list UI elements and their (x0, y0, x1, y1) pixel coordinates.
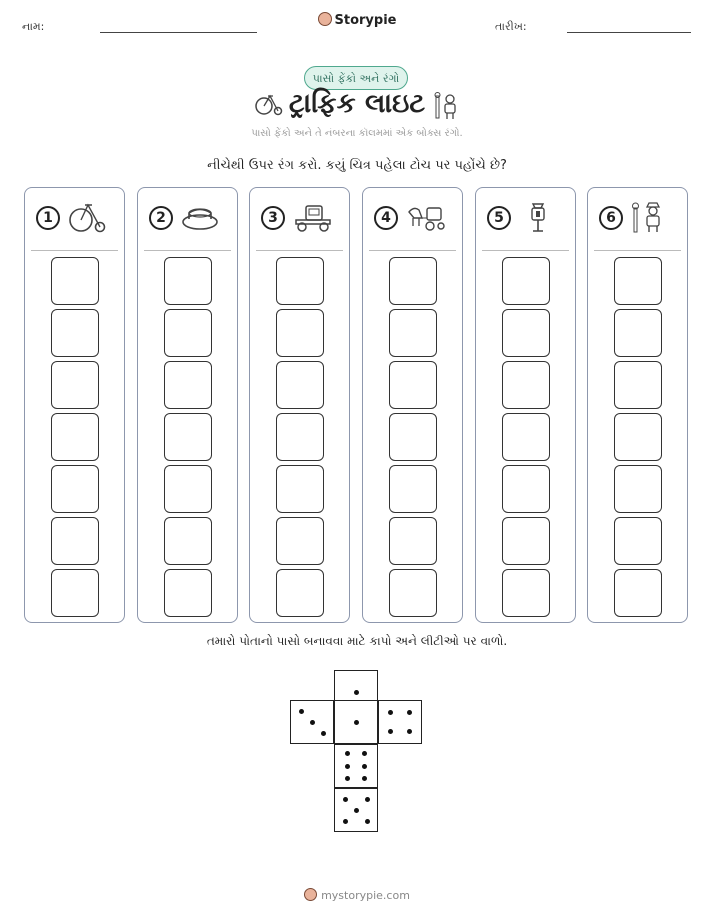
color-box[interactable] (614, 517, 662, 565)
color-box[interactable] (614, 257, 662, 305)
color-box[interactable] (276, 517, 324, 565)
storypie-mascot-icon (304, 888, 317, 901)
name-line (100, 32, 257, 33)
column-divider (31, 250, 118, 251)
policeman-icon (434, 92, 460, 120)
dice-pip (299, 709, 304, 714)
street-lamp-icon (518, 200, 558, 234)
dice-pip (407, 729, 412, 734)
color-box[interactable] (389, 361, 437, 409)
column-number-badge: 1 (36, 206, 60, 230)
push-button-icon (180, 200, 220, 234)
dice-pip (343, 819, 348, 824)
race-column-1 (24, 187, 125, 623)
color-box[interactable] (502, 413, 550, 461)
activity-type-pill: પાસો ફેંકો અને રંગો (304, 66, 408, 90)
color-box[interactable] (51, 517, 99, 565)
race-column-3 (249, 187, 350, 623)
dice-face-3 (290, 700, 334, 744)
dice-pip (388, 729, 393, 734)
brand-text: Storypie (334, 13, 397, 28)
column-divider (144, 250, 231, 251)
color-box[interactable] (614, 361, 662, 409)
page-title: ટ્રાફિક લાઇટ (288, 88, 426, 119)
dice-pip (321, 731, 326, 736)
date-label: તારીખ: (495, 20, 527, 33)
color-box[interactable] (502, 517, 550, 565)
column-number-badge: 3 (261, 206, 285, 230)
race-column-2 (137, 187, 238, 623)
dice-pip (407, 710, 412, 715)
color-box[interactable] (614, 569, 662, 617)
column-number-badge: 2 (149, 206, 173, 230)
color-box[interactable] (389, 569, 437, 617)
dice-pip (345, 776, 350, 781)
color-box[interactable] (502, 465, 550, 513)
color-box[interactable] (51, 309, 99, 357)
color-box[interactable] (164, 309, 212, 357)
color-box[interactable] (164, 257, 212, 305)
color-box[interactable] (389, 413, 437, 461)
dice-pip (362, 751, 367, 756)
color-box[interactable] (389, 465, 437, 513)
column-number-badge: 5 (487, 206, 511, 230)
race-column-4 (362, 187, 463, 623)
color-box[interactable] (51, 413, 99, 461)
dice-pip (345, 764, 350, 769)
column-divider (594, 250, 681, 251)
color-box[interactable] (164, 569, 212, 617)
color-box[interactable] (276, 569, 324, 617)
color-box[interactable] (164, 413, 212, 461)
dice-face-1 (334, 700, 378, 744)
color-box[interactable] (614, 413, 662, 461)
date-line (567, 32, 691, 33)
color-box[interactable] (164, 465, 212, 513)
column-divider (482, 250, 569, 251)
color-box[interactable] (502, 361, 550, 409)
instruction-text: નીચેથી ઉપર રંગ કરો. કયું ચિત્ર પહેલા ટોચ પર પહોંચે છે? (207, 158, 507, 173)
dice-pip (365, 819, 370, 824)
name-label: નામ: (22, 20, 45, 33)
color-box[interactable] (389, 257, 437, 305)
color-box[interactable] (389, 517, 437, 565)
footer (0, 888, 714, 902)
vintage-car-icon (292, 200, 332, 234)
cut-instruction: તમારો પોતાનો પાસો બનાવવા માટે કાપો અને લીટીઓ પર વાળો. (206, 634, 508, 648)
dice-pip (362, 776, 367, 781)
color-box[interactable] (276, 257, 324, 305)
color-box[interactable] (164, 517, 212, 565)
subtitle: પાસો ફેંકો અને તે નંબરના કૉલમમાં એક બોક્સ રંગો. (251, 128, 463, 139)
penny-farthing-bicycle-icon (67, 200, 107, 234)
color-box[interactable] (51, 569, 99, 617)
brand-logo (0, 12, 714, 28)
column-divider (369, 250, 456, 251)
color-box[interactable] (502, 257, 550, 305)
dice-face-5 (334, 788, 378, 832)
color-box[interactable] (276, 465, 324, 513)
race-column-6 (587, 187, 688, 623)
policeman-icon (630, 200, 670, 234)
color-box[interactable] (614, 309, 662, 357)
dice-pip (365, 797, 370, 802)
color-box[interactable] (502, 309, 550, 357)
color-box[interactable] (51, 361, 99, 409)
color-box[interactable] (276, 413, 324, 461)
dice-pip (354, 808, 359, 813)
color-box[interactable] (51, 257, 99, 305)
dice-pip (345, 751, 350, 756)
footer-url: mystorypie.com (321, 889, 410, 902)
color-box[interactable] (502, 569, 550, 617)
color-box[interactable] (51, 465, 99, 513)
dice-pip (354, 720, 359, 725)
column-number-badge: 4 (374, 206, 398, 230)
horse-carriage-icon (405, 200, 445, 234)
color-box[interactable] (276, 361, 324, 409)
column-divider (256, 250, 343, 251)
race-column-5 (475, 187, 576, 623)
color-box[interactable] (276, 309, 324, 357)
color-box[interactable] (614, 465, 662, 513)
dice-face-6 (334, 744, 378, 788)
dice-pip (388, 710, 393, 715)
dice-pip (310, 720, 315, 725)
color-box[interactable] (389, 309, 437, 357)
dice-pip (343, 797, 348, 802)
dice-pip (362, 764, 367, 769)
color-box[interactable] (164, 361, 212, 409)
dice-pip (354, 690, 359, 695)
column-number-badge: 6 (599, 206, 623, 230)
dice-face-4 (378, 700, 422, 744)
storypie-mascot-icon (318, 12, 332, 26)
